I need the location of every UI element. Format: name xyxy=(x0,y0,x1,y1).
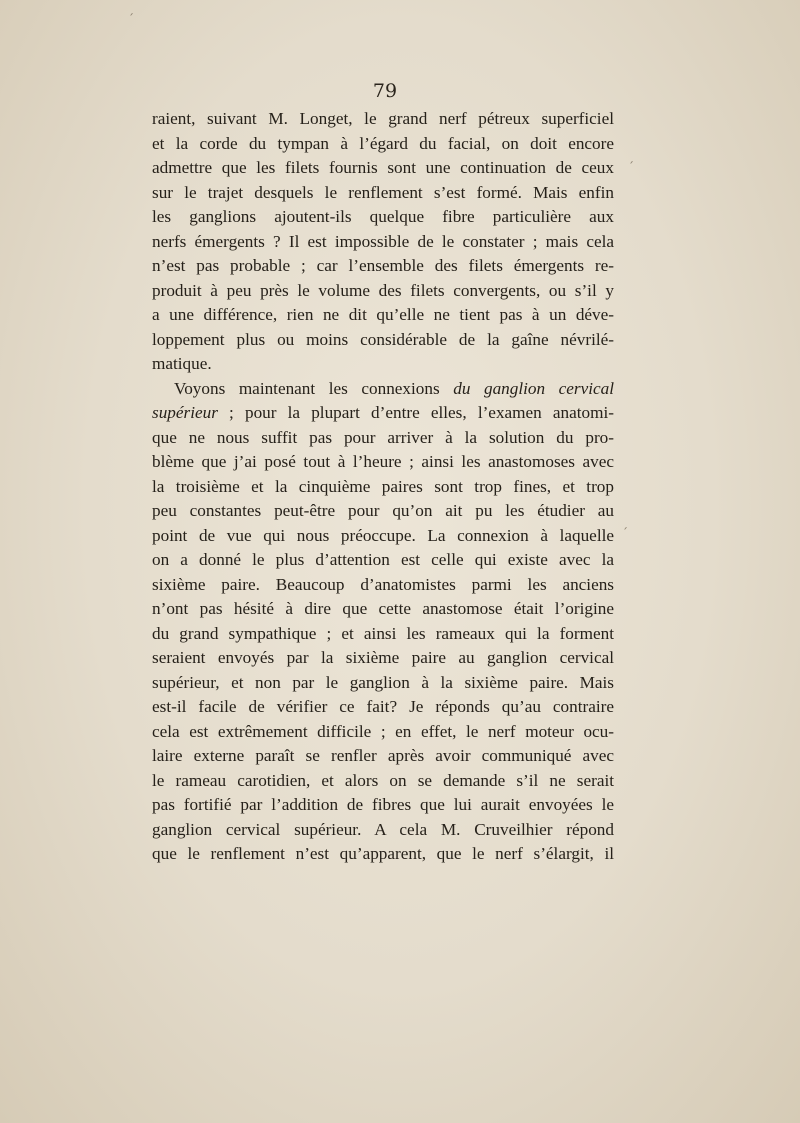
text-line: sixième paire. Beaucoup d’anatomistes parmi les anciens xyxy=(152,574,614,594)
text-line: le rameau carotidien, et alors on se demande s’il ne serait xyxy=(152,770,614,790)
paper-speck: ˊ xyxy=(628,160,634,174)
text-line: blème que j’ai posé tout à l’heure ; ainsi les anastomoses avec xyxy=(152,452,614,471)
text-line: point de vue qui nous préoccupe. La connexion à laquelle xyxy=(152,525,614,545)
text-line: nerfs émergents ? Il est impossible de le constater ; mais cela xyxy=(152,231,614,251)
text-line: sur le trajet desquels le renflement s’est formé. Mais enfin xyxy=(152,182,614,202)
text-line: ganglion cervical supérieur. A cela M. Cruveilhier répond xyxy=(152,819,614,839)
text-line: produit à peu près le volume des filets convergents, ou s’il y xyxy=(152,280,614,300)
paper-speck: ˊ xyxy=(128,12,134,26)
line-segment: Voyons maintenant les connexions xyxy=(174,378,454,398)
text-line: seraient envoyés par la sixième paire au ganglion cervical xyxy=(152,648,614,667)
text-line: n’ont pas hésité à dire que cette anastomose était l’origine xyxy=(152,599,614,618)
text-line: raient, suivant M. Longet, le grand nerf pétreux superficiel xyxy=(152,109,614,128)
text-line: peu constantes peut-être pour qu’on ait pu les étudier au xyxy=(152,501,614,520)
italic-phrase: du ganglion cervical xyxy=(453,378,614,398)
text-line: supérieur, et non par le ganglion à la sixième paire. Mais xyxy=(152,672,614,692)
text-line: n’est pas probable ; car l’ensemble des filets émergents re- xyxy=(152,256,614,275)
text-line: admettre que les filets fournis sont une continuation de ceux xyxy=(152,158,614,177)
line-segment: ; pour la plupart d’entre elles, l’examen anatomi- xyxy=(217,403,614,422)
text-line: loppement plus ou moins considérable de la gaîne névrilé- xyxy=(152,329,614,349)
text-line: on a donné le plus d’attention est celle qui existe avec la xyxy=(152,550,614,569)
text-line: est-il facile de vérifier ce fait? Je réponds qu’au contraire xyxy=(152,697,614,716)
text-line: et la corde du tympan à l’égard du facial, on doit encore xyxy=(152,133,614,153)
text-line: les ganglions ajoutent-ils quelque fibre particulière aux xyxy=(152,207,614,226)
text-line: la troisième et la cinquième paires sont trop fines, et trop xyxy=(152,476,614,496)
text-line: laire externe paraît se renfler après avoir communiqué avec xyxy=(152,746,614,765)
text-line: du grand sympathique ; et ainsi les rameaux qui la forment xyxy=(152,623,614,643)
text-line: a une différence, rien ne dit qu’elle ne tient pas à un déve- xyxy=(152,305,614,324)
paper-speck: ˊ xyxy=(622,526,628,540)
text-line: cela est extrêmement difficile ; en effet, le nerf moteur ocu- xyxy=(152,721,614,741)
italic-phrase: supérieur xyxy=(152,403,218,422)
text-line xyxy=(152,377,614,402)
text-line xyxy=(152,401,614,426)
body-text xyxy=(152,107,614,867)
page-number: 79 xyxy=(372,80,398,102)
text-line: que ne nous suffit pas pour arriver à la solution du pro- xyxy=(152,427,614,447)
text-line: que le renflement n’est qu’apparent, que le nerf s’élargit, il xyxy=(152,844,614,863)
text-line: pas fortifié par l’addition de fibres que lui aurait envoyées le xyxy=(152,795,614,814)
text-line: matique. xyxy=(152,354,212,373)
